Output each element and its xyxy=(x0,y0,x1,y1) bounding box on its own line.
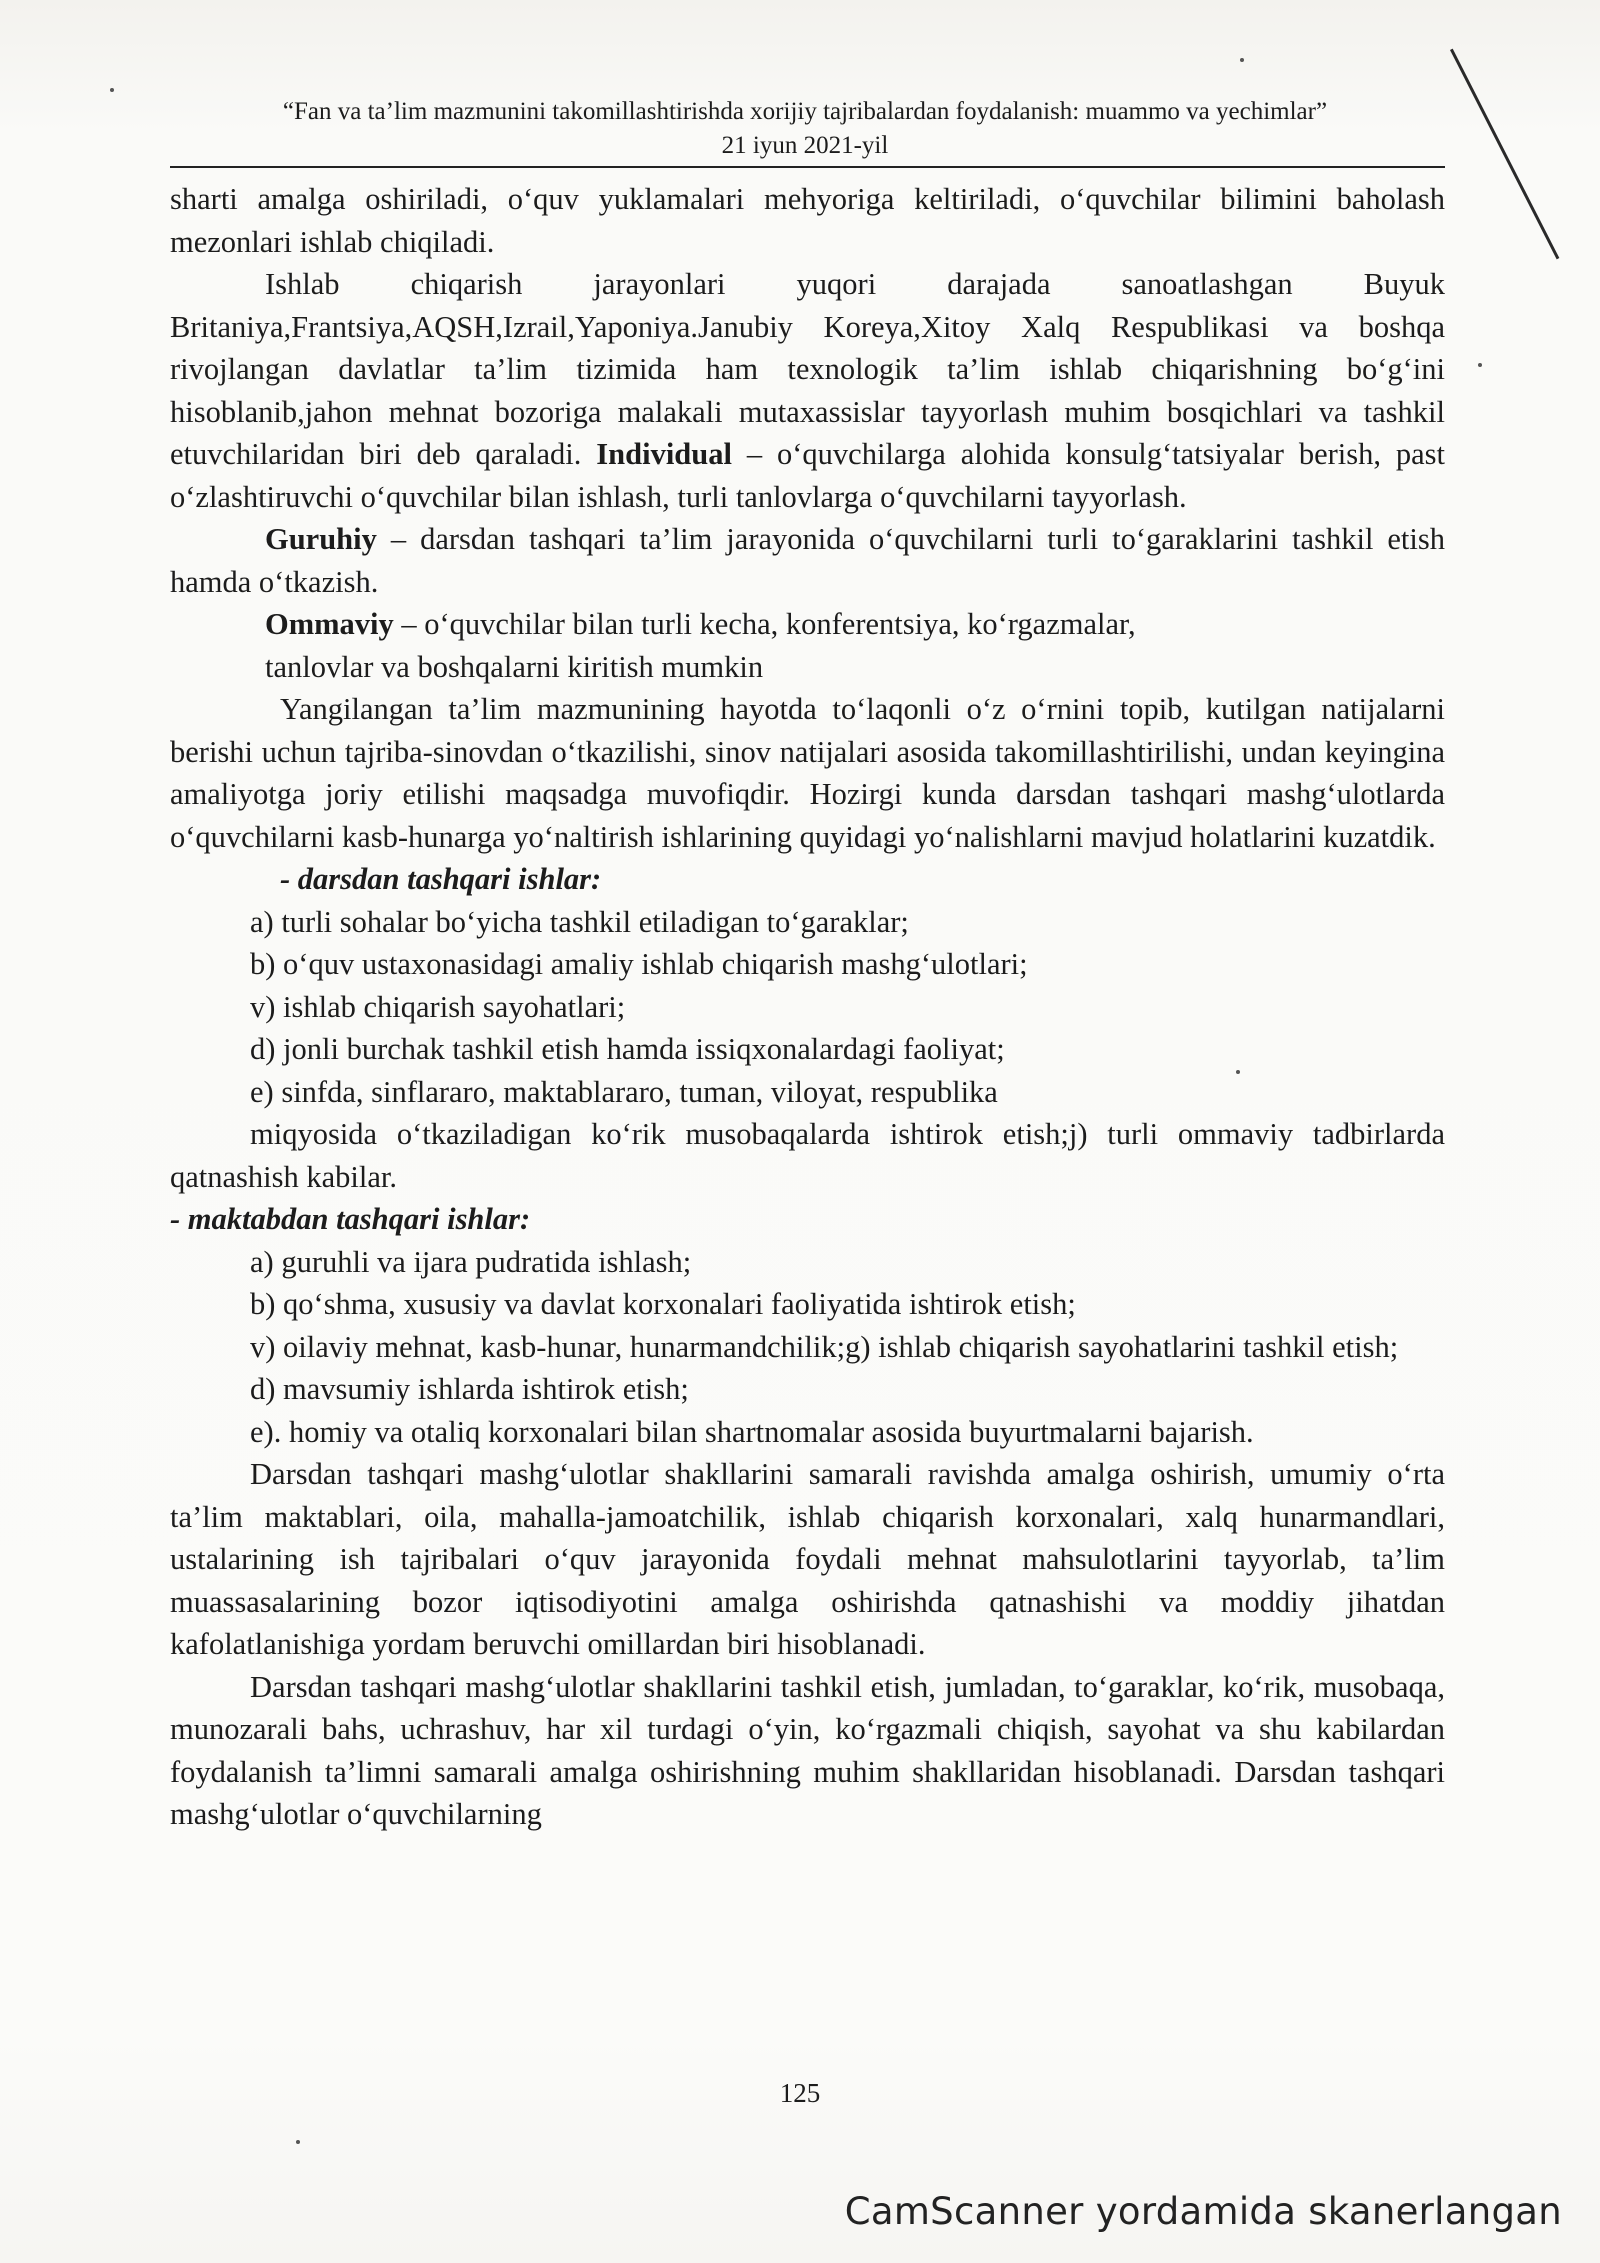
paragraph xyxy=(170,603,1445,646)
scan-speck xyxy=(110,88,114,92)
list-item: b) qo‘shma, xususiy va davlat korxonalari faoliyatida ishtirok etish; xyxy=(250,1287,1076,1321)
scan-edge-line xyxy=(1450,49,1559,260)
paragraph-text: – o‘quvchilarga alohida konsulg‘tatsiyalar berish, past o‘zlashtiruvchi o‘quvchilar bilan ishlash, turli tanlovlarga o‘quvchilarni tayyorlash. xyxy=(170,437,1446,514)
paragraph: Darsdan tashqari mashg‘ulotlar shakllarini tashkil etish, jumladan, to‘garaklar, ko‘rik, musobaqa, munozarali bahs, uchrashuv, har xil turdagi o‘yin, ko‘rgazmali chiqish, sayohat va shu kabilardan foydalanish ta’limni samarali amalga oshirishning muhim shakllaridan hisoblanadi. Darsdan tashqari mashg‘ulotlar o‘quvchilarning xyxy=(170,1669,1445,1831)
paragraph-text: – darsdan tashqari ta’lim jarayonida o‘quvchilarni turli to‘garaklarini tashkil etish hamda o‘tkazish. xyxy=(170,522,1446,599)
list-heading: - maktabdan tashqari ishlar: xyxy=(170,1202,531,1236)
header-date: 21 iyun 2021-yil xyxy=(721,132,889,159)
paragraph-line: tanlovlar va boshqalarni kiritish mumkin xyxy=(265,649,764,684)
article-body xyxy=(170,178,1445,1836)
paragraph: sharti amalga oshiriladi, o‘quv yuklamalari mehyoriga keltiriladi, o‘quvchilar bilimini baholash mezonlari ishlab chiqiladi. xyxy=(170,182,1445,259)
scan-speck xyxy=(1478,363,1482,367)
term-ommaviy: Ommaviy xyxy=(265,607,394,641)
scan-speck xyxy=(296,2140,300,2144)
paragraph-text: Ishlab chiqarish jarayonlari yuqori darajada sanoatlashgan Buyuk Britaniya,Frantsiya,AQSH,Izrail,Yaponiya.Janubiy Koreya,Xitoy Xalq Respublikasi va boshqa rivojlangan davlatlar ta’lim tizimida ham texnologik ta’lim ishlab chiqarishning bo‘g‘ini hisoblanib,jahon mehnat bozoriga malakali mutaxassislar tayyorlash muhim bosqichlari va tashkil etuvchilaridan biri deb qaraladi. xyxy=(170,267,1445,471)
list-item: v) ishlab chiqarish sayohatlari; xyxy=(250,989,626,1024)
paragraph: Yangilangan ta’lim mazmunining hayotda to‘laqonli o‘z o‘rnini topib, kutilgan natijalarni berishi uchun tajriba-sinovdan o‘tkazilishi, sinov natijalari asosida takomillashtirilishi, undan keyingina amaliyotga joriy etilishi maqsadga muvofiqdir. Hozirgi kunda darsdan tashqari mashg‘ulotlarda o‘quvchilarni kasb-hunarga yo‘naltirish ishlarining quyidagi yo‘nalishlarni mavjud holatlarini kuzatdik. xyxy=(170,692,1445,854)
paragraph xyxy=(170,518,1445,603)
scan-speck xyxy=(1240,58,1244,62)
term-individual: Individual xyxy=(596,437,732,471)
list-item: e) sinfda, sinflararo, maktablararo, tuman, viloyat, respublika xyxy=(250,1074,998,1109)
running-header xyxy=(170,95,1440,163)
page-number: 125 xyxy=(779,2078,821,2108)
list-item: d) jonli burchak tashkil etish hamda issiqxonalardagi faoliyat; xyxy=(250,1032,1005,1066)
list-item: v) oilaviy mehnat, kasb-hunar, hunarmandchilik;g) ishlab chiqarish sayohatlarini tashkil etish; xyxy=(250,1329,1399,1364)
list-item-continuation: miqyosida o‘tkaziladigan ko‘rik musobaqalarda ishtirok etish;j) turli ommaviy tadbirlarda qatnashish kabilar. xyxy=(170,1117,1445,1194)
list-item: d) mavsumiy ishlarda ishtirok etish; xyxy=(250,1372,689,1406)
list-item: a) guruhli va ijara pudratida ishlash; xyxy=(250,1244,692,1279)
header-title: “Fan va ta’lim mazmunini takomillashtirishda xorijiy tajribalardan foydalanish: muammo va yechimlar” xyxy=(282,98,1328,125)
header-rule xyxy=(170,166,1445,168)
list-item: b) o‘quv ustaxonasidagi amaliy ishlab chiqarish mashg‘ulotlari; xyxy=(250,947,1028,981)
term-guruhiy: Guruhiy xyxy=(265,522,377,556)
list-item: e). homiy va otaliq korxonalari bilan shartnomalar asosida buyurtmalarni bajarish. xyxy=(250,1414,1254,1449)
scanner-watermark: CamScanner yordamida skanerlangan xyxy=(844,2190,1562,2233)
paragraph xyxy=(170,263,1445,518)
paragraph: Darsdan tashqari mashg‘ulotlar shakllarini samarali ravishda amalga oshirish, umumiy o‘rta ta’lim maktablari, oila, mahalla-jamoatchilik, ishlab chiqarish korxonalari, xalq hunarmandlari, ustalarining ish tajribalari o‘quv jarayonida foydali mehnat mahsulotlarini tayyorlab, ta’lim muassasalarining bozor iqtisodiyotini amalga oshirishda qatnashishi va moddiy jihatdan kafolatlanishiga yordam beruvchi omillardan biri hisoblanadi. xyxy=(170,1457,1445,1661)
list-item: a) turli sohalar bo‘yicha tashkil etiladigan to‘garaklar; xyxy=(250,904,909,939)
list-heading: - darsdan tashqari ishlar: xyxy=(280,862,602,896)
paragraph-text: – o‘quvchilar bilan turli kecha, konferentsiya, ko‘rgazmalar, xyxy=(401,607,1136,641)
